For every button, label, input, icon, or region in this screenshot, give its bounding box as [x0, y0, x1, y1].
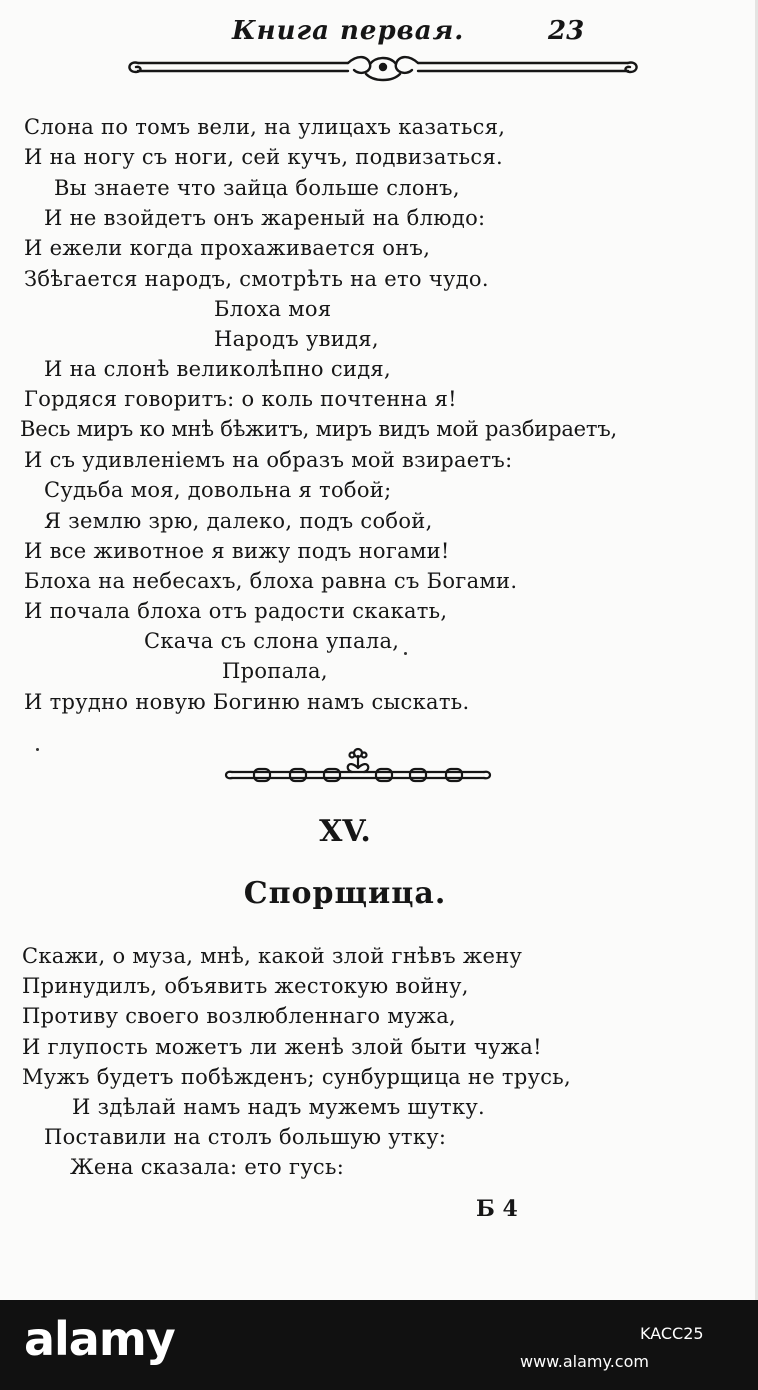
poem1-line: И не взойдетъ онъ жареный на блюдо:	[44, 206, 486, 230]
poem1-line: Весь миръ ко мнѣ бѣжитъ, миръ видъ мой разбираетъ,	[20, 417, 617, 441]
poem1-line: И почала блоха отъ радости скакать,	[24, 599, 448, 623]
poem2-line: Принудилъ, объявить жестокую войну,	[22, 974, 469, 998]
section-divider-ornament	[220, 744, 496, 792]
poem2-line: И здѣлай намъ надъ мужемъ шутку.	[72, 1095, 485, 1119]
poem1-line: Блоха на небесахъ, блоха равна съ Богами.	[24, 569, 518, 593]
poem1-line: Слона по томъ вели, на улицахъ казаться,	[24, 115, 506, 139]
poem1-line: И съ удивленіемъ на образъ мой взираетъ:	[24, 448, 513, 472]
running-head-title: Книга первая.	[232, 16, 465, 46]
print-speck	[36, 748, 39, 751]
print-speck	[404, 652, 407, 655]
section-title: Спорщица.	[243, 876, 447, 911]
poem2-line: Противу своего возлюбленнаго мужа,	[22, 1004, 457, 1028]
poem1-line: Я землю зрю, далеко, подъ собой,	[44, 509, 433, 533]
page-number: 23	[548, 16, 585, 46]
poem2-line: Поставили на столъ большую утку:	[44, 1125, 447, 1149]
section-number: XV.	[319, 814, 371, 849]
poem2-line: Мужъ будетъ побѣжденъ; сунбурщица не трусь,	[22, 1065, 572, 1089]
poem1-line: И все животное я вижу подъ ногами!	[24, 539, 450, 563]
poem1-line: Скача съ слона упала,	[144, 629, 400, 653]
poem1-line: Гордяся говоритъ: о коль почтенна я!	[24, 387, 457, 411]
poem1-line: Збѣгается народъ, смотрѣть на ето чудо.	[24, 267, 489, 291]
poem1-line: И на ногу съ ноги, сей кучъ, подвизаться.	[24, 145, 503, 169]
poem1-line: Блоха моя	[214, 297, 332, 321]
poem1-line: Народъ увидя,	[214, 327, 379, 351]
poem2-line: Жена сказала: ето гусь:	[70, 1155, 345, 1179]
watermark-logo: alamy	[24, 1312, 175, 1366]
poem1-line: Пропала,	[222, 659, 328, 683]
poem1-line: И ежели когда прохаживается онъ,	[24, 236, 431, 260]
signature-mark: Б 4	[476, 1196, 518, 1222]
poem1-line: Вы знаете что зайца больше слонъ,	[54, 176, 460, 200]
watermark-url: www.alamy.com	[520, 1352, 649, 1371]
header-rule-ornament	[122, 50, 644, 84]
poem2-line: Скажи, о муза, мнѣ, какой злой гнѣвъ жену	[22, 944, 523, 968]
poem2-line: И глупость можетъ ли женѣ злой быти чужа!	[22, 1035, 542, 1059]
poem1-line: И на слонѣ великолѣпно сидя,	[44, 357, 391, 381]
watermark-image-code: KACC25	[640, 1324, 704, 1343]
poem1-line: Судьба моя, довольна я тобой;	[44, 478, 392, 502]
poem1-line: И трудно новую Богиню намъ сыскать.	[24, 690, 470, 714]
